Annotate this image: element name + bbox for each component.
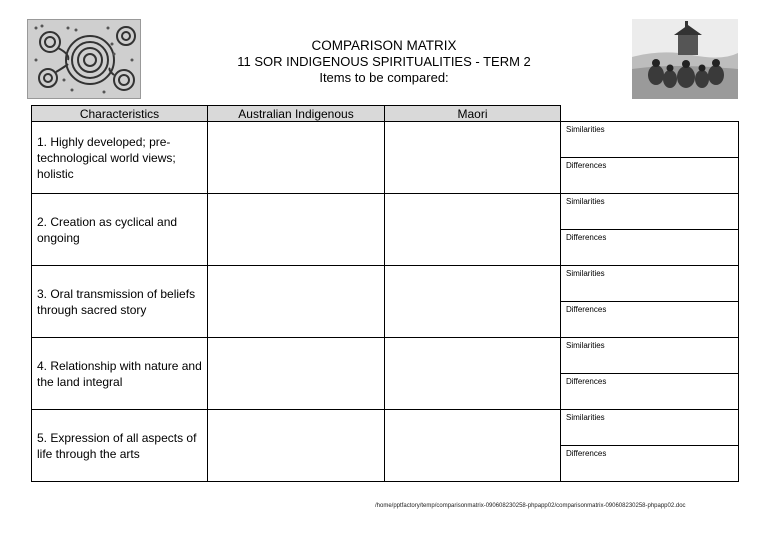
table-row <box>32 194 739 230</box>
similarities-cell[interactable]: Similarities <box>561 410 739 446</box>
australian-indigenous-cell[interactable] <box>208 266 385 338</box>
characteristic-cell: 5. Expression of all aspects of life through the arts <box>32 410 208 482</box>
title-block <box>200 38 568 86</box>
table-row <box>32 338 739 374</box>
maori-cell[interactable] <box>385 266 561 338</box>
differences-cell[interactable]: Differences <box>561 374 739 410</box>
australian-indigenous-cell[interactable] <box>208 410 385 482</box>
similarities-cell[interactable]: Similarities <box>561 338 739 374</box>
similarities-cell[interactable]: Similarities <box>561 194 739 230</box>
differences-cell[interactable]: Differences <box>561 158 739 194</box>
page-title: COMPARISON MATRIX <box>311 38 457 53</box>
comparison-matrix-table <box>31 105 739 482</box>
table-row <box>32 266 739 302</box>
similarities-cell[interactable]: Similarities <box>561 266 739 302</box>
table-row <box>32 410 739 446</box>
australian-indigenous-cell[interactable] <box>208 338 385 410</box>
differences-cell[interactable]: Differences <box>561 302 739 338</box>
column-header-australian-indigenous: Australian Indigenous <box>208 106 385 122</box>
similarities-cell[interactable]: Similarities <box>561 122 739 158</box>
aboriginal-art-image <box>27 19 141 99</box>
australian-indigenous-cell[interactable] <box>208 194 385 266</box>
differences-cell[interactable]: Differences <box>561 230 739 266</box>
table-row <box>32 122 739 158</box>
maori-cell[interactable] <box>385 122 561 194</box>
characteristic-cell: 3. Oral transmission of beliefs through sacred story <box>32 266 208 338</box>
column-header-maori: Maori <box>385 106 561 122</box>
maori-cell[interactable] <box>385 410 561 482</box>
header-blank-cell <box>561 106 739 122</box>
maori-scene-image <box>632 19 738 99</box>
maori-cell[interactable] <box>385 338 561 410</box>
differences-cell[interactable]: Differences <box>561 446 739 482</box>
page-subtitle: 11 SOR INDIGENOUS SPIRITUALITIES - TERM 2 <box>237 54 531 69</box>
characteristic-cell: 1. Highly developed; pre-technological world views; holistic <box>32 122 208 194</box>
table-header-row <box>32 106 739 122</box>
characteristic-cell: 4. Relationship with nature and the land integral <box>32 338 208 410</box>
file-path-footer: /home/pptfactory/temp/comparisonmatrix-090608230258-phpapp02/comparisonmatrix-090608230258-phpapp02.doc <box>375 503 686 509</box>
characteristic-cell: 2. Creation as cyclical and ongoing <box>32 194 208 266</box>
maori-cell[interactable] <box>385 194 561 266</box>
column-header-characteristics: Characteristics <box>32 106 208 122</box>
items-compared-label: Items to be compared: <box>319 70 449 85</box>
australian-indigenous-cell[interactable] <box>208 122 385 194</box>
